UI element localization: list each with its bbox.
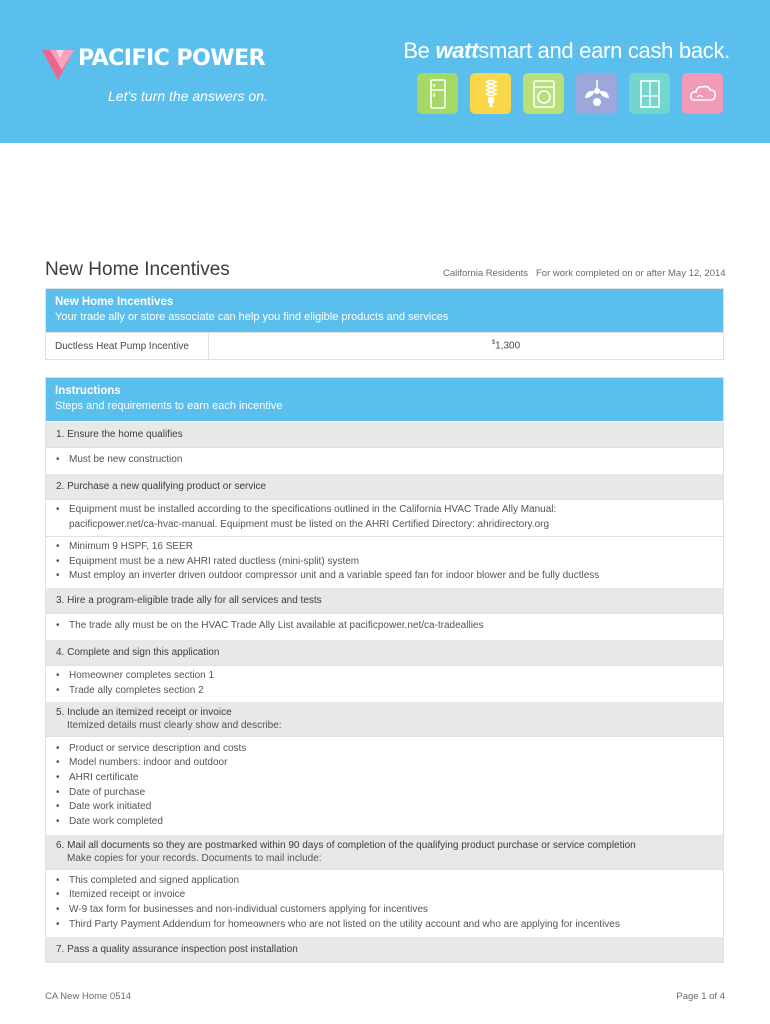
cloud-icon (682, 73, 723, 114)
list-item: • Must employ an inverter driven outdoor compressor unit and a variable speed fan for indoor blower and be fully ductless (56, 569, 713, 584)
list-item: • Model numbers: indoor and outdoor (56, 756, 713, 771)
form-code: CA New Home 0514 (45, 991, 132, 1002)
instructions-heading: Instructions (55, 385, 121, 397)
incentives-table-header (46, 289, 723, 332)
step-5-title: 5. Include an itemized receipt or invoice Itemized details must clearly show and describe: (46, 701, 723, 736)
instructions-table (45, 377, 724, 963)
page-number: Page 1 of 4 (676, 991, 725, 1002)
instructions-header (46, 378, 723, 421)
list-item: • Minimum 9 HSPF, 16 SEER (56, 540, 713, 555)
list-item: • This completed and signed application (56, 874, 713, 889)
step-3-title: 3. Hire a program-eligible trade ally for all services and tests (46, 587, 723, 613)
residents-label: California Residents (443, 268, 529, 279)
list-item: • Homeowner completes section 1 (56, 669, 713, 684)
step-2-bullets-a (46, 499, 723, 536)
list-item: • W-9 tax form for businesses and non-individual customers applying for incentives (56, 903, 713, 918)
ceiling-fan-icon (576, 73, 617, 114)
instructions-subheading: Steps and requirements to earn each incentive (55, 400, 283, 412)
list-item: • Date work initiated (56, 800, 713, 815)
tagline: Let's turn the answers on. (108, 88, 268, 104)
header-banner (0, 0, 770, 143)
list-item: • Date of purchase (56, 786, 713, 801)
step-7-title: 7. Pass a quality assurance inspection post installation (46, 936, 723, 962)
step-4-title: 4. Complete and sign this application (46, 639, 723, 665)
logo-text: PACIFIC POWER (78, 46, 266, 71)
list-item: • AHRI certificate (56, 771, 713, 786)
product-tiles (417, 73, 723, 114)
incentive-name: Ductless Heat Pump Incentive (46, 333, 209, 359)
incentives-subheading: Your trade ally or store associate can help you find eligible products and services (55, 311, 449, 323)
step-2-title: 2. Purchase a new qualifying product or service (46, 473, 723, 499)
list-item: • Equipment must be installed according to the specifications outlined in the California HVAC Trade Ally Manual: pacificpower.net/ca-hvac-manual. Equipment must be listed on the AHRI Certified Directory: ahridirectory.org (56, 503, 713, 532)
incentives-heading: New Home Incentives (55, 296, 174, 308)
list-item: • Third Party Payment Addendum for homeowners who are not listed on the utility account and who are applying for incentives (56, 918, 713, 933)
list-item: • Date work completed (56, 815, 713, 830)
list-item: • Product or service description and costs (56, 742, 713, 757)
step-1-title: 1. Ensure the home qualifies (46, 421, 723, 447)
light-bulb-icon (470, 73, 511, 114)
step-6-title: 6. Mail all documents so they are postmarked within 90 days of completion of the qualifying product purchase or service completion Make copies for your records. Documents to mail include: (46, 834, 723, 869)
step-4-bullets (46, 665, 723, 701)
step-5-bullets (46, 736, 723, 834)
page-title: New Home Incentives (45, 259, 230, 280)
refrigerator-icon (417, 73, 458, 114)
step-6-bullets (46, 869, 723, 936)
list-item: • Equipment must be a new AHRI rated ductless (mini-split) system (56, 555, 713, 570)
slogan: Be wattsmart and earn cash back. (403, 38, 730, 63)
list-item: • Must be new construction (56, 453, 713, 468)
step-1-bullets (46, 447, 723, 473)
incentives-table (45, 288, 724, 360)
step-2-bullets-b (46, 536, 723, 587)
step-3-bullets (46, 613, 723, 639)
window-icon (629, 73, 670, 114)
pacific-power-logo-icon (42, 44, 74, 80)
list-item: • Itemized receipt or invoice (56, 888, 713, 903)
work-date-note: For work completed on or after May 12, 2014 (536, 268, 726, 279)
incentive-amount: $1,300 (491, 340, 521, 352)
list-item: • Trade ally completes section 2 (56, 684, 713, 699)
table-row (46, 332, 723, 359)
washer-icon (523, 73, 564, 114)
list-item: • The trade ally must be on the HVAC Trade Ally List available at pacificpower.net/ca-tradeallies (56, 619, 713, 634)
